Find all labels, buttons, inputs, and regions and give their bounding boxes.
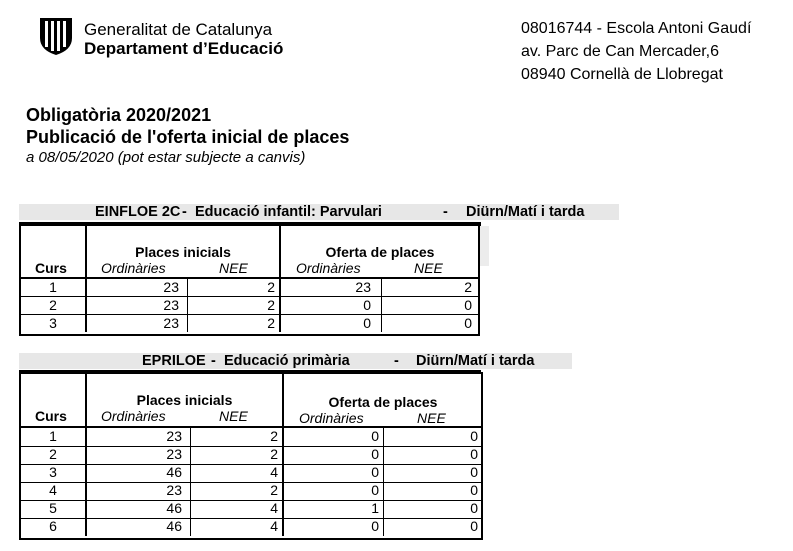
cell-curs: 1 [49,428,57,444]
school-address [521,17,751,86]
section-sep: - [443,204,448,220]
header-curs: Curs [35,408,67,424]
section-shadow [479,226,489,266]
cell-curs: 3 [49,315,57,331]
header-of-nee: NEE [414,260,443,276]
cell-pi-nee: 4 [270,464,278,480]
cell-of-nee: 2 [464,279,472,295]
cell-of-ordinaries: 0 [371,446,379,462]
cell-curs: 2 [49,297,57,313]
cell-curs: 2 [49,446,57,462]
title-date: a 08/05/2020 (pot estar subjecte a canvis) [26,149,306,166]
cell-of-ordinaries: 1 [371,500,379,516]
cell-pi-ordinaries: 23 [163,315,179,331]
cell-pi-ordinaries: 23 [166,446,182,462]
header-pi-nee: NEE [219,260,248,276]
cell-of-nee: 0 [470,464,478,480]
cell-pi-ordinaries: 23 [166,428,182,444]
cell-pi-ordinaries: 23 [166,482,182,498]
offer-section-primaria [19,353,579,543]
section-name: Educació infantil: Parvulari [195,204,382,220]
title-line-2: Publicació de l'oferta inicial de places [26,127,350,147]
header-places-inicials: Places inicials [136,392,233,408]
header-of-nee: NEE [417,410,446,426]
cell-of-nee: 0 [464,297,472,313]
offer-table [19,224,480,336]
section-sep: - [394,353,399,369]
cell-pi-nee: 2 [270,482,278,498]
section-code: EINFLOE 2C [95,204,181,220]
org-line-2: Departament d’Educació [84,39,284,58]
cell-curs: 5 [49,500,57,516]
school-line-1: 08016744 - Escola Antoni Gaudí [521,20,752,37]
header-pi-ordinaries: Ordinàries [101,260,166,276]
cell-curs: 3 [49,464,57,480]
cell-of-ordinaries: 0 [363,315,371,331]
header-of-ordinaries: Ordinàries [299,410,364,426]
header-places-inicials: Places inicials [135,244,231,260]
section-schedule: Diürn/Matí i tarda [466,204,585,220]
cell-of-nee: 0 [470,428,478,444]
cell-of-ordinaries: 0 [371,464,379,480]
cell-of-ordinaries: 23 [355,279,371,295]
cell-pi-nee: 2 [270,446,278,462]
offer-table [19,372,483,540]
generalitat-logo-icon [37,16,75,56]
offer-section-infantil [19,204,619,339]
cell-pi-nee: 2 [267,279,275,295]
section-title [19,353,572,369]
section-title [19,204,619,220]
cell-pi-nee: 4 [270,518,278,534]
cell-pi-nee: 4 [270,500,278,516]
cell-of-nee: 0 [470,446,478,462]
header-of-ordinaries: Ordinàries [296,260,361,276]
title-line-1: Obligatòria 2020/2021 [26,105,212,125]
org-line-1: Generalitat de Catalunya [84,20,273,39]
cell-of-ordinaries: 0 [371,428,379,444]
section-dash: - [182,204,187,220]
header-curs: Curs [35,260,67,276]
cell-pi-ordinaries: 23 [163,297,179,313]
section-name: Educació primària [224,353,350,369]
cell-of-nee: 0 [464,315,472,331]
cell-pi-ordinaries: 23 [163,279,179,295]
cell-of-ordinaries: 0 [371,482,379,498]
header-oferta: Oferta de places [328,394,438,410]
header-oferta: Oferta de places [325,244,435,260]
cell-curs: 4 [49,482,57,498]
cell-of-nee: 0 [470,518,478,534]
cell-pi-ordinaries: 46 [166,464,182,480]
cell-of-ordinaries: 0 [371,518,379,534]
cell-curs: 1 [49,279,57,295]
cell-of-nee: 0 [470,482,478,498]
cell-of-ordinaries: 0 [363,297,371,313]
cell-pi-ordinaries: 46 [166,500,182,516]
cell-pi-nee: 2 [267,297,275,313]
cell-of-nee: 0 [470,500,478,516]
header-pi-nee: NEE [219,408,248,424]
section-schedule: Diürn/Matí i tarda [416,353,535,369]
school-line-3: 08940 Cornellà de Llobregat [521,66,723,83]
school-line-2: av. Parc de Can Mercader,6 [521,43,720,60]
cell-curs: 6 [49,518,57,534]
cell-pi-nee: 2 [270,428,278,444]
section-code: EPRILOE [142,353,206,369]
section-dash: - [211,353,216,369]
organization-name [84,20,283,58]
header-pi-ordinaries: Ordinàries [101,408,166,424]
cell-pi-ordinaries: 46 [166,518,182,534]
document-title [26,104,349,167]
cell-pi-nee: 2 [267,315,275,331]
